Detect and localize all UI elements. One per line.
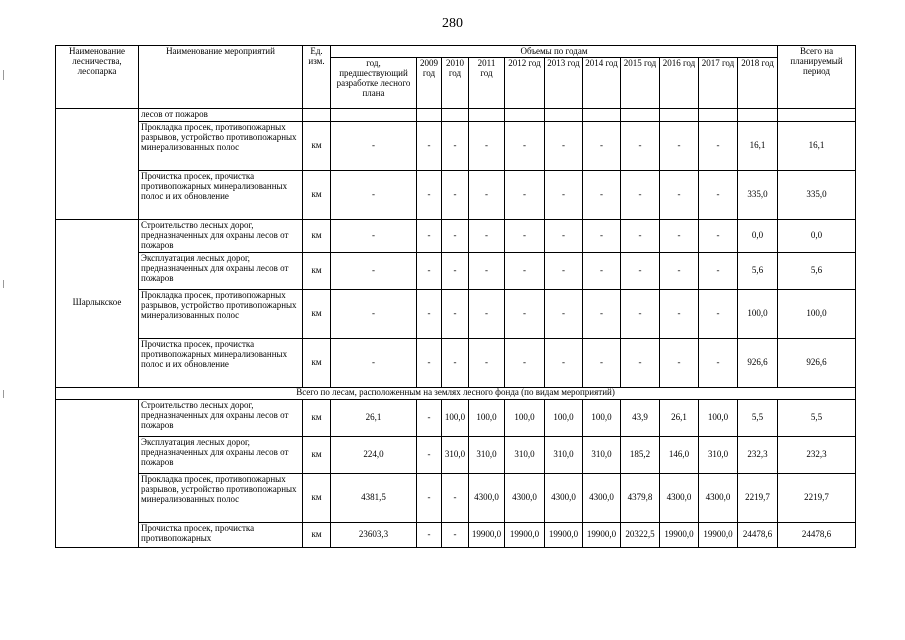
header-year: 2018 год bbox=[738, 58, 778, 109]
value-cell: 20322,5 bbox=[621, 522, 660, 547]
value-cell: - bbox=[583, 219, 621, 252]
value-cell: - bbox=[545, 338, 583, 387]
value-cell: - bbox=[660, 219, 699, 252]
value-cell: - bbox=[442, 522, 469, 547]
header-year: 2009 год bbox=[417, 58, 442, 109]
value-cell: 19900,0 bbox=[660, 522, 699, 547]
header-year: 2016 год bbox=[660, 58, 699, 109]
value-cell: - bbox=[660, 252, 699, 289]
value-cell: - bbox=[469, 219, 505, 252]
value-cell: 16,1 bbox=[738, 121, 778, 170]
header-year: 2015 год bbox=[621, 58, 660, 109]
forestry-name: Шарлыкское bbox=[56, 219, 139, 387]
activity-cell: Прокладка просек, противопожарных разрывов, устройство противопожарных минерализованных полос bbox=[139, 289, 303, 338]
value-cell: 24478,6 bbox=[738, 522, 778, 547]
value-cell: - bbox=[660, 338, 699, 387]
value-cell: 100,0 bbox=[442, 399, 469, 436]
activity-cell: Прокладка просек, противопожарных разрывов, устройство противопожарных минерализованных полос bbox=[139, 473, 303, 522]
value-cell: 0,0 bbox=[738, 219, 778, 252]
value-cell: - bbox=[583, 121, 621, 170]
header-year: 2017 год bbox=[699, 58, 738, 109]
value-cell: 19900,0 bbox=[699, 522, 738, 547]
value-cell: - bbox=[442, 289, 469, 338]
unit-cell: км bbox=[303, 522, 331, 547]
value-cell: - bbox=[417, 289, 442, 338]
header-year: 2013 год bbox=[545, 58, 583, 109]
unit-cell: км bbox=[303, 338, 331, 387]
header-row bbox=[56, 46, 856, 58]
continuation-row bbox=[56, 109, 856, 122]
value-cell: - bbox=[699, 170, 738, 219]
value-cell: - bbox=[545, 170, 583, 219]
value-cell: - bbox=[417, 121, 442, 170]
value-cell bbox=[417, 109, 442, 122]
summary-row bbox=[56, 387, 856, 399]
value-cell bbox=[621, 109, 660, 122]
table-row bbox=[56, 219, 856, 252]
value-cell: - bbox=[545, 289, 583, 338]
unit-cell: км bbox=[303, 252, 331, 289]
value-cell: 19900,0 bbox=[583, 522, 621, 547]
activity-cell: Строительство лесных дорог, предназначенных для охраны лесов от пожаров bbox=[139, 219, 303, 252]
value-cell bbox=[331, 109, 417, 122]
value-cell: - bbox=[469, 252, 505, 289]
value-cell: - bbox=[331, 289, 417, 338]
value-cell bbox=[545, 109, 583, 122]
value-cell: - bbox=[331, 170, 417, 219]
value-cell: - bbox=[699, 289, 738, 338]
value-cell: - bbox=[442, 338, 469, 387]
value-cell: 26,1 bbox=[660, 399, 699, 436]
value-cell: - bbox=[331, 121, 417, 170]
header-year: 2014 год bbox=[583, 58, 621, 109]
value-cell: - bbox=[699, 219, 738, 252]
total-cell: 100,0 bbox=[778, 289, 856, 338]
value-cell: - bbox=[699, 121, 738, 170]
value-cell: - bbox=[505, 121, 545, 170]
value-cell: - bbox=[417, 436, 442, 473]
value-cell: 100,0 bbox=[469, 399, 505, 436]
total-cell: 232,3 bbox=[778, 436, 856, 473]
value-cell: - bbox=[545, 121, 583, 170]
value-cell: - bbox=[545, 219, 583, 252]
value-cell: 310,0 bbox=[505, 436, 545, 473]
unit-cell: км bbox=[303, 399, 331, 436]
page-number: 280 bbox=[442, 16, 463, 31]
value-cell: - bbox=[621, 252, 660, 289]
total-cell: 5,5 bbox=[778, 399, 856, 436]
total-cell: 24478,6 bbox=[778, 522, 856, 547]
header-forestry: Наименование лесничества, лесопарка bbox=[56, 46, 139, 109]
value-cell: 4300,0 bbox=[545, 473, 583, 522]
value-cell: - bbox=[331, 252, 417, 289]
value-cell: - bbox=[583, 338, 621, 387]
value-cell: - bbox=[505, 219, 545, 252]
value-cell: - bbox=[417, 399, 442, 436]
unit-cell: км bbox=[303, 170, 331, 219]
header-year: 2011 год bbox=[469, 58, 505, 109]
value-cell: - bbox=[417, 338, 442, 387]
table-row bbox=[56, 522, 856, 547]
unit-cell: км bbox=[303, 121, 331, 170]
value-cell: 4381,5 bbox=[331, 473, 417, 522]
value-cell: - bbox=[660, 170, 699, 219]
activity-cell: Прокладка просек, противопожарных разрывов, устройство противопожарных минерализованных полос bbox=[139, 121, 303, 170]
header-activity: Наименование мероприятий bbox=[139, 46, 303, 109]
value-cell: 310,0 bbox=[469, 436, 505, 473]
value-cell: 5,6 bbox=[738, 252, 778, 289]
table-row bbox=[56, 252, 856, 289]
value-cell: 310,0 bbox=[699, 436, 738, 473]
value-cell: 19900,0 bbox=[545, 522, 583, 547]
value-cell: 335,0 bbox=[738, 170, 778, 219]
activity-cell: Прочистка просек, прочистка противопожарных минерализованных полос и их обновление bbox=[139, 338, 303, 387]
value-cell: - bbox=[505, 289, 545, 338]
total-cell: 926,6 bbox=[778, 338, 856, 387]
value-cell: - bbox=[583, 170, 621, 219]
value-cell bbox=[442, 109, 469, 122]
value-cell: 4300,0 bbox=[583, 473, 621, 522]
value-cell: - bbox=[621, 338, 660, 387]
value-cell: 4379,8 bbox=[621, 473, 660, 522]
value-cell: 310,0 bbox=[442, 436, 469, 473]
value-cell bbox=[303, 109, 331, 122]
value-cell: - bbox=[505, 252, 545, 289]
forestry-cell-empty bbox=[56, 399, 139, 547]
value-cell: - bbox=[331, 219, 417, 252]
value-cell: - bbox=[417, 252, 442, 289]
activity-cell: Эксплуатация лесных дорог, предназначенных для охраны лесов от пожаров bbox=[139, 252, 303, 289]
value-cell bbox=[778, 109, 856, 122]
unit-cell: км bbox=[303, 436, 331, 473]
value-cell: - bbox=[505, 338, 545, 387]
total-cell: 5,6 bbox=[778, 252, 856, 289]
total-cell: 2219,7 bbox=[778, 473, 856, 522]
summary-label: Всего по лесам, расположенным на землях лесного фонда (по видам мероприятий) bbox=[56, 387, 856, 399]
header-total: Всего на планируемый период bbox=[778, 46, 856, 109]
value-cell: - bbox=[417, 219, 442, 252]
value-cell: - bbox=[442, 121, 469, 170]
value-cell: - bbox=[545, 252, 583, 289]
value-cell: - bbox=[505, 170, 545, 219]
continuation-text: лесов от пожаров bbox=[139, 109, 303, 122]
value-cell bbox=[699, 109, 738, 122]
value-cell bbox=[505, 109, 545, 122]
value-cell: - bbox=[442, 473, 469, 522]
margin-mark bbox=[3, 70, 4, 80]
table-row bbox=[56, 338, 856, 387]
value-cell: - bbox=[469, 338, 505, 387]
activity-cell: Прочистка просек, прочистка противопожарных минерализованных полос и их обновление bbox=[139, 170, 303, 219]
header-year: 2010 год bbox=[442, 58, 469, 109]
margin-mark bbox=[3, 390, 4, 398]
unit-cell: км bbox=[303, 289, 331, 338]
value-cell: 23603,3 bbox=[331, 522, 417, 547]
table-row bbox=[56, 473, 856, 522]
value-cell bbox=[738, 109, 778, 122]
value-cell: 5,5 bbox=[738, 399, 778, 436]
value-cell: - bbox=[583, 252, 621, 289]
table-row bbox=[56, 399, 856, 436]
table-row bbox=[56, 436, 856, 473]
forestry-cell-empty bbox=[56, 109, 139, 220]
value-cell: - bbox=[417, 473, 442, 522]
value-cell: 146,0 bbox=[660, 436, 699, 473]
value-cell: - bbox=[660, 289, 699, 338]
value-cell: - bbox=[442, 170, 469, 219]
value-cell: - bbox=[621, 219, 660, 252]
margin-mark bbox=[3, 280, 4, 288]
value-cell: 100,0 bbox=[505, 399, 545, 436]
value-cell: 100,0 bbox=[699, 399, 738, 436]
value-cell: 2219,7 bbox=[738, 473, 778, 522]
value-cell: 4300,0 bbox=[660, 473, 699, 522]
header-volumes: Объемы по годам bbox=[331, 46, 778, 58]
value-cell: 43,9 bbox=[621, 399, 660, 436]
value-cell: 224,0 bbox=[331, 436, 417, 473]
value-cell: - bbox=[331, 338, 417, 387]
total-cell: 335,0 bbox=[778, 170, 856, 219]
value-cell: 4300,0 bbox=[505, 473, 545, 522]
fire-prevention-table bbox=[55, 45, 856, 548]
value-cell: - bbox=[699, 252, 738, 289]
value-cell: 100,0 bbox=[545, 399, 583, 436]
unit-cell: км bbox=[303, 219, 331, 252]
value-cell: - bbox=[469, 289, 505, 338]
value-cell: 4300,0 bbox=[469, 473, 505, 522]
total-cell: 16,1 bbox=[778, 121, 856, 170]
value-cell: - bbox=[660, 121, 699, 170]
table-row bbox=[56, 289, 856, 338]
value-cell: - bbox=[469, 121, 505, 170]
activity-cell: Прочистка просек, прочистка противопожарных bbox=[139, 522, 303, 547]
value-cell: 232,3 bbox=[738, 436, 778, 473]
value-cell: - bbox=[583, 289, 621, 338]
value-cell: - bbox=[417, 170, 442, 219]
value-cell: 100,0 bbox=[738, 289, 778, 338]
value-cell: 19900,0 bbox=[469, 522, 505, 547]
header-unit: Ед. изм. bbox=[303, 46, 331, 109]
value-cell: 310,0 bbox=[545, 436, 583, 473]
value-cell: - bbox=[469, 170, 505, 219]
table-row bbox=[56, 121, 856, 170]
table-row bbox=[56, 170, 856, 219]
header-year: 2012 год bbox=[505, 58, 545, 109]
value-cell bbox=[583, 109, 621, 122]
total-cell: 0,0 bbox=[778, 219, 856, 252]
unit-cell: км bbox=[303, 473, 331, 522]
value-cell: - bbox=[621, 170, 660, 219]
header-prev-year: год, предшествующий разработке лесного плана bbox=[331, 58, 417, 109]
activity-cell: Эксплуатация лесных дорог, предназначенных для охраны лесов от пожаров bbox=[139, 436, 303, 473]
value-cell: 19900,0 bbox=[505, 522, 545, 547]
activity-cell: Строительство лесных дорог, предназначенных для охраны лесов от пожаров bbox=[139, 399, 303, 436]
value-cell bbox=[660, 109, 699, 122]
value-cell: - bbox=[417, 522, 442, 547]
value-cell: 26,1 bbox=[331, 399, 417, 436]
value-cell: - bbox=[442, 252, 469, 289]
value-cell: 100,0 bbox=[583, 399, 621, 436]
value-cell bbox=[469, 109, 505, 122]
value-cell: - bbox=[442, 219, 469, 252]
value-cell: - bbox=[621, 289, 660, 338]
value-cell: - bbox=[699, 338, 738, 387]
value-cell: 310,0 bbox=[583, 436, 621, 473]
value-cell: 926,6 bbox=[738, 338, 778, 387]
value-cell: 4300,0 bbox=[699, 473, 738, 522]
value-cell: 185,2 bbox=[621, 436, 660, 473]
value-cell: - bbox=[621, 121, 660, 170]
